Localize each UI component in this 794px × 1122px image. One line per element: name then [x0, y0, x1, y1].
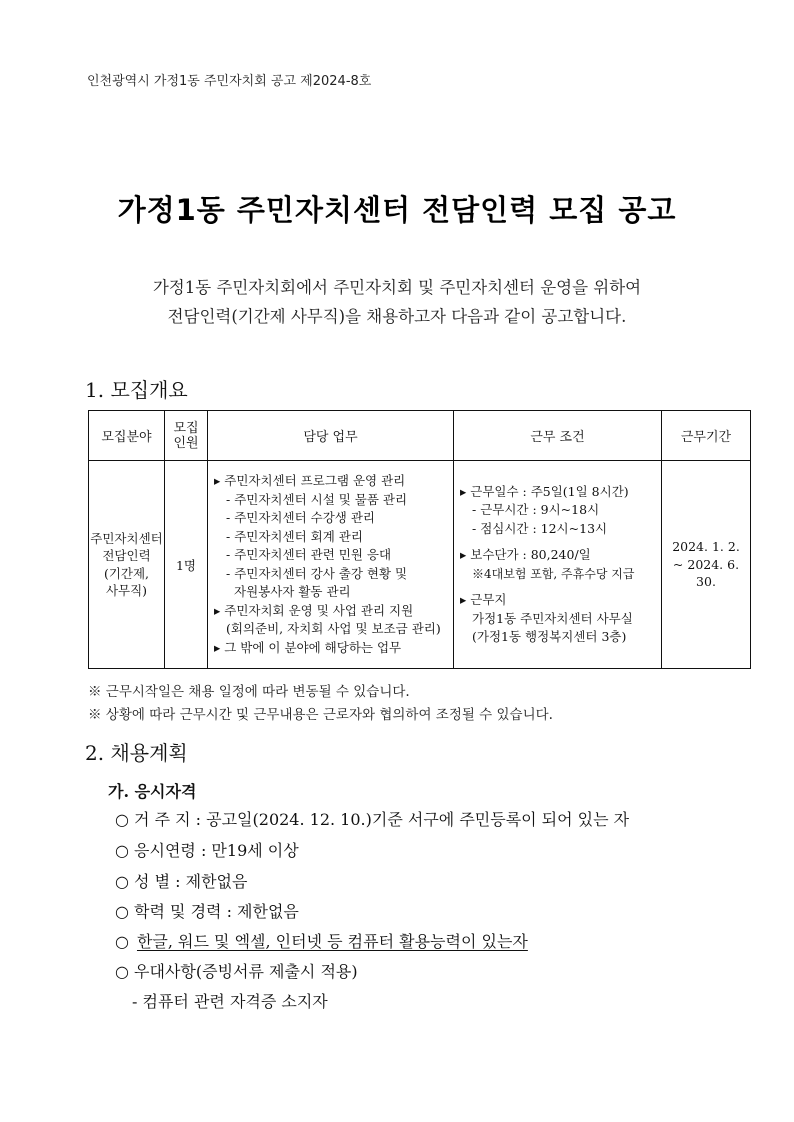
header-count-line-2: 인원	[173, 435, 199, 451]
table-header-row	[89, 411, 751, 461]
condition-hours: - 근무시간 : 9시~18시	[472, 502, 600, 517]
recruitment-overview-table	[88, 410, 751, 669]
duty-line: - 주민자치센터 수강생 관리	[226, 510, 375, 525]
requirement-age: ○ 응시연령 : 만19세 이상	[115, 841, 299, 860]
requirement-education: ○ 학력 및 경력 : 제한없음	[115, 902, 299, 921]
announcement-reference: 인천광역시 가정1동 주민자치회 공고 제2024-8호	[87, 74, 372, 89]
field-line: 사무직)	[105, 583, 148, 598]
eligibility-subheading: 가. 응시자격	[108, 782, 197, 801]
duty-line: ▸ 주민자치회 운영 및 사업 관리 지원	[214, 602, 414, 618]
requirement-computer-skills	[115, 929, 528, 952]
note-start-date: ※ 근무시작일은 채용 일정에 따라 변동될 수 있습니다.	[88, 684, 410, 700]
condition-place-detail: (가정1동 행정복지센터 3층)	[472, 629, 627, 644]
condition-pay-note: ※4대보험 포함, 주휴수당 지급	[472, 566, 635, 581]
duty-line: - 주민자치센터 강사 출강 현황 및	[226, 565, 408, 581]
note-adjustment: ※ 상황에 따라 근무시간 및 근무내용은 근로자와 협의하여 조정될 수 있습니다.	[88, 707, 553, 723]
table-row	[89, 461, 751, 669]
requirement-residence: ○ 거 주 지 : 공고일(2024. 12. 10.)기준 서구에 주민등록이 되어 있는 자	[115, 810, 630, 829]
duty-line: - 주민자치센터 회계 관리	[226, 528, 363, 544]
duty-line: - 주민자치센터 시설 및 물품 관리	[226, 491, 408, 507]
period-end: ~ 2024. 6. 30.	[672, 556, 740, 590]
field-line: 주민자치센터	[90, 530, 163, 546]
section-1-heading: 1. 모집개요	[85, 378, 188, 402]
circle-bullet-icon: ○	[115, 932, 129, 951]
cell-field	[89, 461, 165, 669]
duty-line: (회의준비, 자치회 사업 및 보조금 관리)	[226, 621, 441, 636]
cell-period	[662, 461, 751, 669]
header-conditions: 근무 조건	[454, 411, 662, 461]
header-period: 근무기간	[662, 411, 751, 461]
condition-days: ▸ 근무일수 : 주5일(1일 8시간)	[460, 483, 629, 499]
field-line: (기간제,	[103, 565, 150, 581]
computer-skills-text: 한글, 워드 및 엑셀, 인터넷 등 컴퓨터 활용능력이 있는자	[136, 932, 528, 951]
field-line: 전담인력	[102, 548, 151, 563]
duty-line: ▸ 그 밖에 이 분야에 해당하는 업무	[214, 639, 402, 655]
period-start: 2024. 1. 2.	[672, 539, 740, 555]
cell-conditions	[454, 461, 662, 669]
requirement-preference: ○ 우대사항(증빙서류 제출시 적용)	[115, 962, 358, 981]
condition-pay: ▸ 보수단가 : 80,240/일	[460, 547, 591, 562]
condition-place: 가정1동 주민자치센터 사무실	[472, 610, 633, 626]
preference-certificate: - 컴퓨터 관련 자격증 소지자	[132, 992, 328, 1011]
header-field: 모집분야	[89, 411, 165, 461]
header-duties: 담당 업무	[208, 411, 454, 461]
cell-duties	[208, 461, 454, 669]
header-count	[165, 411, 208, 461]
header-count-line-1: 모집	[173, 420, 199, 436]
condition-place-label: ▸ 근무지	[460, 592, 507, 607]
condition-lunch: - 점심시간 : 12시~13시	[472, 520, 608, 536]
duty-line: ▸ 주민자치센터 프로그램 운영 관리	[214, 473, 406, 488]
intro-line-1: 가정1동 주민자치회에서 주민자치회 및 주민자치센터 운영을 위하여	[152, 278, 642, 297]
requirement-gender: ○ 성 별 : 제한없음	[115, 872, 248, 891]
document-title: 가정1동 주민자치센터 전담인력 모집 공고	[117, 193, 677, 227]
section-2-heading: 2. 채용계획	[85, 741, 188, 765]
duty-line: - 주민자치센터 관련 민원 응대	[226, 547, 392, 562]
intro-line-2: 전담인력(기간제 사무직)을 채용하고자 다음과 같이 공고합니다.	[167, 307, 627, 326]
duty-line: 자원봉사자 활동 관리	[234, 584, 351, 599]
cell-count: 1명	[165, 461, 208, 669]
